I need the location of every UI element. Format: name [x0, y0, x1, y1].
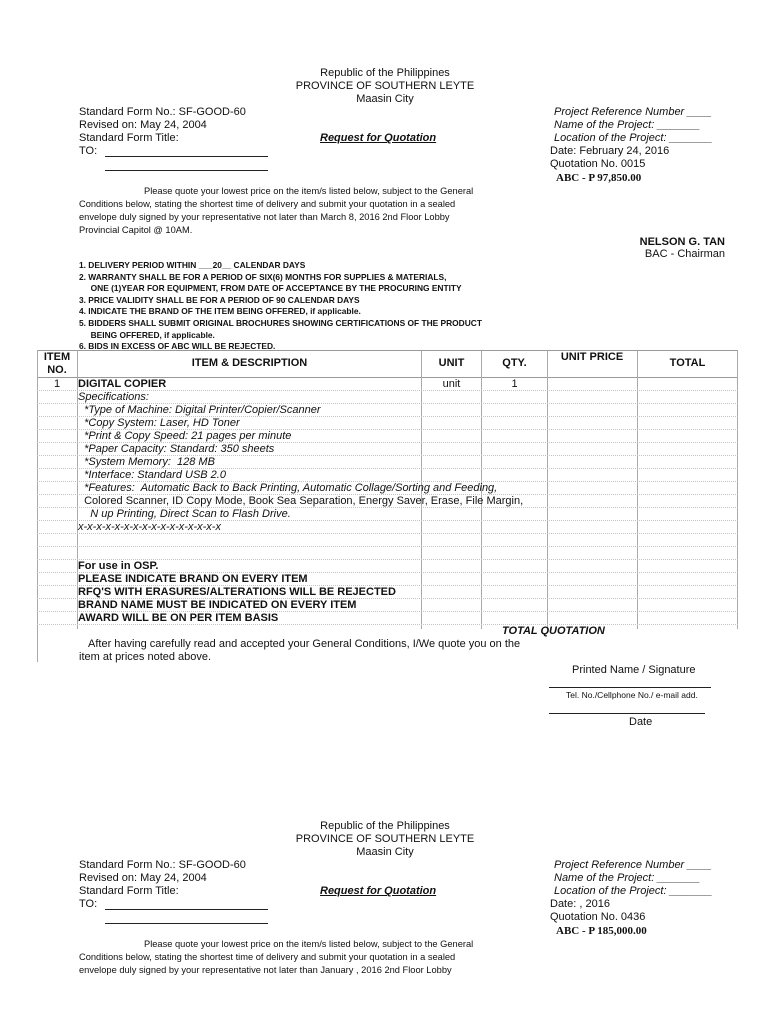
- abc-amount: ABC - P 185,000.00: [556, 925, 647, 937]
- table-row: [37, 417, 738, 430]
- spec-line: *Interface: Standard USB 2.0: [78, 469, 226, 481]
- spec-line: Colored Scanner, ID Copy Mode, Book Sea Separation, Energy Saver, Erase, File Margin,: [78, 495, 524, 507]
- to-line-1: [105, 156, 268, 157]
- date-line: [549, 713, 705, 714]
- header-city: Maasin City: [356, 93, 414, 105]
- date-label: Date: [629, 716, 653, 728]
- total-row: [37, 625, 738, 638]
- header-item-no: ITEM NO.: [43, 351, 71, 376]
- intro-line-1: Please quote your lowest price on the item/s listed below, subject to the General: [144, 186, 474, 196]
- condition-3: 3. PRICE VALIDITY SHALL BE FOR A PERIOD OF 90 CALENDAR DAYS: [79, 294, 360, 305]
- standard-form-no: Standard Form No.: SF-GOOD-60: [79, 859, 246, 871]
- table-row: [37, 573, 738, 586]
- revised-on: Revised on: May 24, 2004: [79, 119, 207, 131]
- spec-line: *System Memory: 128 MB: [78, 456, 215, 468]
- date-value: Date: , 2016: [550, 898, 610, 910]
- intro-line-3: envelope duly signed by your representative not later than January , 2016 2nd Floor Lobby: [79, 965, 452, 975]
- header-qty: QTY.: [502, 357, 527, 369]
- general-conditions: [79, 260, 482, 353]
- project-location: Location of the Project: _______: [554, 885, 713, 897]
- acceptance-line-1: After having carefully read and accepted your General Conditions, I/We quote you on the: [88, 638, 521, 650]
- condition-1: 1. DELIVERY PERIOD WITHIN ___20__ CALENDAR DAYS: [79, 260, 306, 270]
- condition-5-cont: BEING OFFERED, if applicable.: [79, 329, 215, 340]
- abc-amount: ABC - P 97,850.00: [556, 172, 642, 184]
- condition-6: 6. BIDS IN EXCESS OF ABC WILL BE REJECTED.: [79, 341, 276, 352]
- quotation-number: Quotation No. 0015: [550, 158, 646, 170]
- date-value: Date: February 24, 2016: [550, 145, 670, 157]
- table-row: [37, 404, 738, 417]
- note-line: BRAND NAME MUST BE INDICATED ON EVERY ITEM: [78, 599, 357, 611]
- header-province: PROVINCE OF SOUTHERN LEYTE: [295, 833, 475, 845]
- table-row: [37, 430, 738, 443]
- date-block: [550, 145, 669, 171]
- acceptance-line-2: item at prices noted above.: [79, 651, 212, 663]
- revised-on: Revised on: May 24, 2004: [79, 872, 207, 884]
- to-line-2: [105, 170, 268, 171]
- spec-line: *Type of Machine: Digital Printer/Copier/Scanner: [78, 404, 321, 416]
- condition-5: 5. BIDDERS SHALL SUBMIT ORIGINAL BROCHURES SHOWING CERTIFICATIONS OF THE PRODUCT: [79, 317, 482, 328]
- contact-label: Tel. No./Cellphone No./ e-mail add.: [566, 690, 698, 700]
- note-line: AWARD WILL BE ON PER ITEM BASIS: [78, 612, 279, 624]
- to-label: TO:: [79, 898, 98, 910]
- table-row: [37, 560, 738, 573]
- condition-4: 4. INDICATE THE BRAND OF THE ITEM BEING OFFERED, if applicable.: [79, 306, 361, 317]
- project-name: Name of the Project: _______: [554, 872, 701, 884]
- header-republic: Republic of the Philippines: [320, 67, 450, 79]
- spec-line: Specifications:: [78, 391, 149, 403]
- spec-line: *Paper Capacity: Standard: 350 sheets: [78, 443, 275, 455]
- intro-line-3: envelope duly signed by your representative not later than March 8, 2016 2nd Floor Lobby: [79, 212, 450, 222]
- intro-line-1: Please quote your lowest price on the item/s listed below, subject to the General: [144, 939, 474, 949]
- item-qty: 1: [511, 378, 518, 390]
- table-row: [37, 534, 738, 547]
- item-unit: unit: [442, 378, 461, 390]
- to-line-2: [105, 923, 268, 924]
- table-row: [37, 586, 738, 599]
- table-row: [37, 508, 738, 521]
- project-name: Name of the Project: _______: [554, 119, 701, 131]
- standard-form-no: Standard Form No.: SF-GOOD-60: [79, 106, 246, 118]
- project-location: Location of the Project: _______: [554, 132, 713, 144]
- form-title: Request for Quotation: [320, 885, 437, 897]
- table-row: [37, 612, 738, 625]
- table-row: [37, 456, 738, 469]
- header-block: [0, 820, 770, 859]
- signatory-title: BAC - Chairman: [644, 248, 725, 260]
- note-line: PLEASE INDICATE BRAND ON EVERY ITEM: [78, 573, 308, 585]
- spec-line: *Print & Copy Speed: 21 pages per minute: [78, 430, 292, 442]
- table-row: [37, 547, 738, 560]
- table-row: [37, 443, 738, 456]
- project-reference-number: Project Reference Number ____: [554, 859, 712, 871]
- header-unit: UNIT: [438, 357, 465, 369]
- intro-line-4: Provincial Capitol @ 10AM.: [79, 225, 193, 235]
- table-row: [37, 482, 738, 495]
- header-city: Maasin City: [356, 846, 414, 858]
- project-reference-number: Project Reference Number ____: [554, 106, 712, 118]
- spec-separator: x-x-x-x-x-x-x-x-x-x-x-x-x-x-x-x: [78, 521, 221, 533]
- table-row: [37, 599, 738, 612]
- spec-line: *Copy System: Laser, HD Toner: [78, 417, 240, 429]
- table-row: [37, 391, 738, 404]
- signatory-name: NELSON G. TAN: [639, 236, 725, 248]
- header-block: [0, 67, 770, 106]
- to-line-1: [105, 909, 268, 910]
- spec-line: N up Printing, Direct Scan to Flash Drive.: [78, 508, 291, 520]
- header-total: TOTAL: [669, 357, 706, 369]
- form-info-left: [79, 106, 246, 158]
- project-info-right: [554, 859, 712, 898]
- note-line: For use in OSP.: [78, 560, 159, 572]
- date-block: [550, 898, 645, 924]
- table-row: [37, 469, 738, 482]
- intro-line-2: Conditions below, stating the shortest time of delivery and submit your quotation in a sealed: [79, 952, 456, 962]
- table-row: [37, 378, 738, 391]
- table-row: [37, 521, 738, 534]
- quotation-number: Quotation No. 0436: [550, 911, 646, 923]
- condition-2-cont: ONE (1)YEAR FOR EQUIPMENT, FROM DATE OF ACCEPTANCE BY THE PROCURING ENTITY: [79, 283, 462, 294]
- condition-2: 2. WARRANTY SHALL BE FOR A PERIOD OF SIX(6) MONTHS FOR SUPPLIES & MATERIALS,: [79, 271, 447, 282]
- note-line: RFQ'S WITH ERASURES/ALTERATIONS WILL BE REJECTED: [78, 586, 396, 598]
- header-description: ITEM & DESCRIPTION: [191, 357, 308, 369]
- form-info-left: [79, 859, 246, 911]
- printed-name-signature: Printed Name / Signature: [572, 664, 696, 676]
- header-republic: Republic of the Philippines: [320, 820, 450, 832]
- intro-line-2: Conditions below, stating the shortest time of delivery and submit your quotation in a sealed: [79, 199, 456, 209]
- signature-line: [549, 687, 711, 688]
- total-quotation-label: TOTAL QUOTATION: [502, 625, 605, 637]
- table-row: [37, 495, 738, 508]
- standard-form-title: Standard Form Title:: [79, 885, 179, 897]
- to-label: TO:: [79, 145, 98, 157]
- item-number: 1: [53, 378, 61, 390]
- standard-form-title: Standard Form Title:: [79, 132, 179, 144]
- spec-line: *Features: Automatic Back to Back Printing, Automatic Collage/Sorting and Feeding,: [78, 482, 498, 494]
- header-province: PROVINCE OF SOUTHERN LEYTE: [295, 80, 475, 92]
- header-unit-price: UNIT PRICE: [560, 351, 624, 363]
- form-title: Request for Quotation: [320, 132, 437, 144]
- item-name: DIGITAL COPIER: [78, 378, 167, 390]
- project-info-right: [554, 106, 712, 145]
